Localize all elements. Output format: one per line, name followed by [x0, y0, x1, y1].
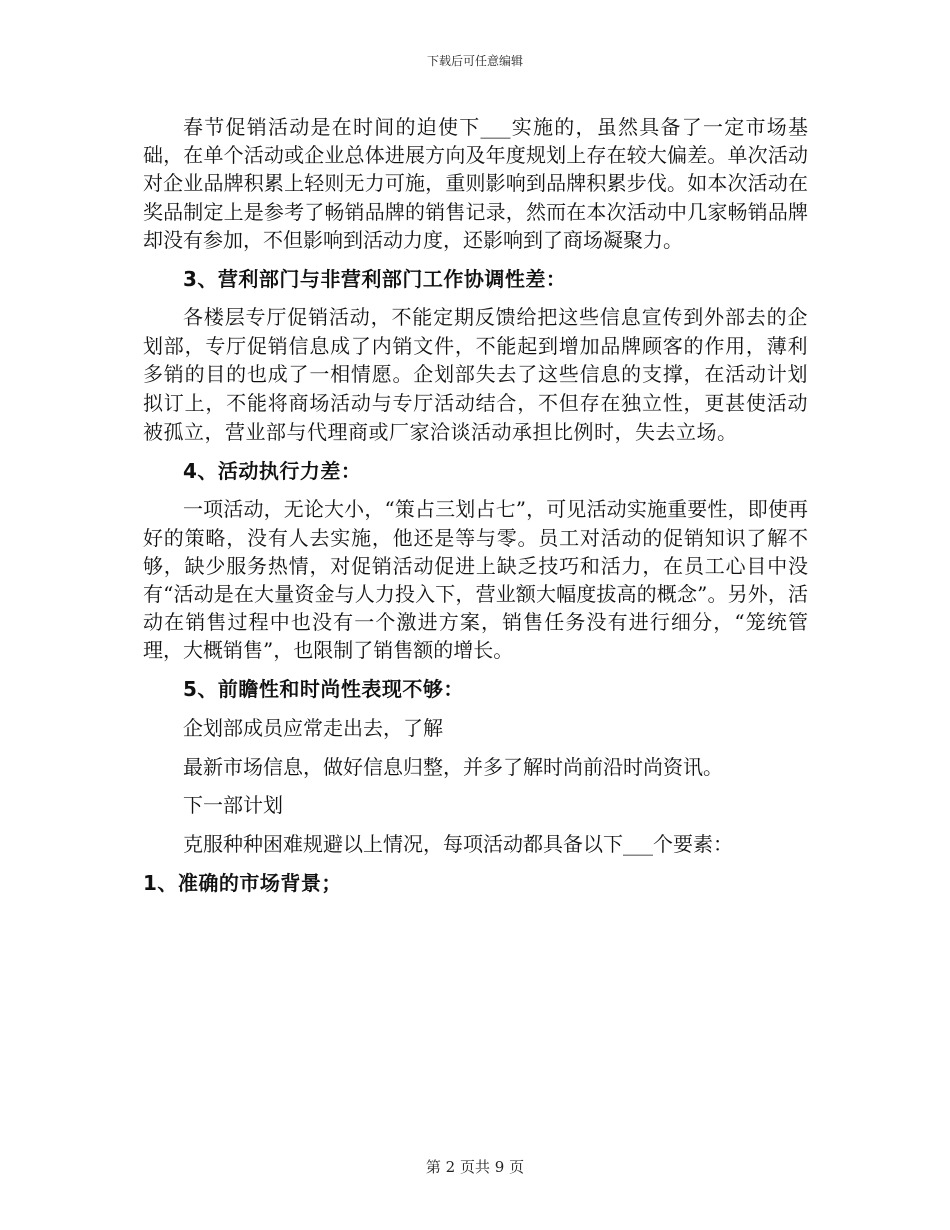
heading-coordination: 3、营利部门与非营利部门工作协调性差：	[183, 266, 567, 291]
page-number: 第 2 页共 9 页	[425, 1158, 525, 1176]
line-market-info: 最新市场信息，做好信息归整，并多了解时尚前沿时尚资讯。	[183, 754, 723, 779]
page-header: 下载后可任意编辑	[426, 54, 523, 68]
paragraph-execution: 一项活动，无论大小，“策占三划占七”，可见活动实施重要性，即使再好的策略，没有人去实施，他还是等与零。员工对活动的促销知识了解不够，缺少服务热情，对促销活动促进上缺乏技巧和活力，在员工心目中没有“活动是在大量资金与人力投入下，营业额大幅度拔高的概念”。另外，活动在销售过程中也没有一个激进方案，销售任务没有进行细分，“笼统管理，大概销售”，也限制了销售额的增长。	[143, 497, 808, 663]
line-go-out: 企划部成员应常走出去，了解	[183, 715, 443, 740]
heading-foresight: 5、前瞻性和时尚性表现不够：	[183, 677, 464, 702]
plan-title: 下一部计划	[183, 793, 283, 818]
list-item-market-background: 1、准确的市场背景；	[143, 870, 342, 895]
plan-intro: 克服种种困难规避以上情况，每项活动都具备以下___个要素：	[183, 831, 733, 856]
document-body	[143, 113, 808, 897]
heading-execution: 4、活动执行力差：	[183, 458, 362, 483]
paragraph-coordination: 各楼层专厅促销活动，不能定期反馈给把这些信息宣传到外部去的企划部，专厅促销信息成了内销文件，不能起到增加品牌顾客的作用，薄利多销的目的也成了一相情愿。企划部失去了这些信息的支撑，在活动计划拟订上，不能将商场活动与专厅活动结合，不但存在独立性，更甚使活动被孤立，营业部与代理商或厂家洽谈活动承担比例时，失去立场。	[143, 305, 808, 444]
paragraph-campaign-deviation: 春节促销活动是在时间的迫使下___实施的，虽然具备了一定市场基础，在单个活动或企业总体进展方向及年度规划上存在较大偏差。单次活动对企业品牌积累上轻则无力可施，重则影响到品牌积累步伐。如本次活动在奖品制定上是参考了畅销品牌的销售记录，然而在本次活动中几家畅销品牌却没有参加，不但影响到活动力度，还影响到了商场凝聚力。	[143, 115, 808, 252]
